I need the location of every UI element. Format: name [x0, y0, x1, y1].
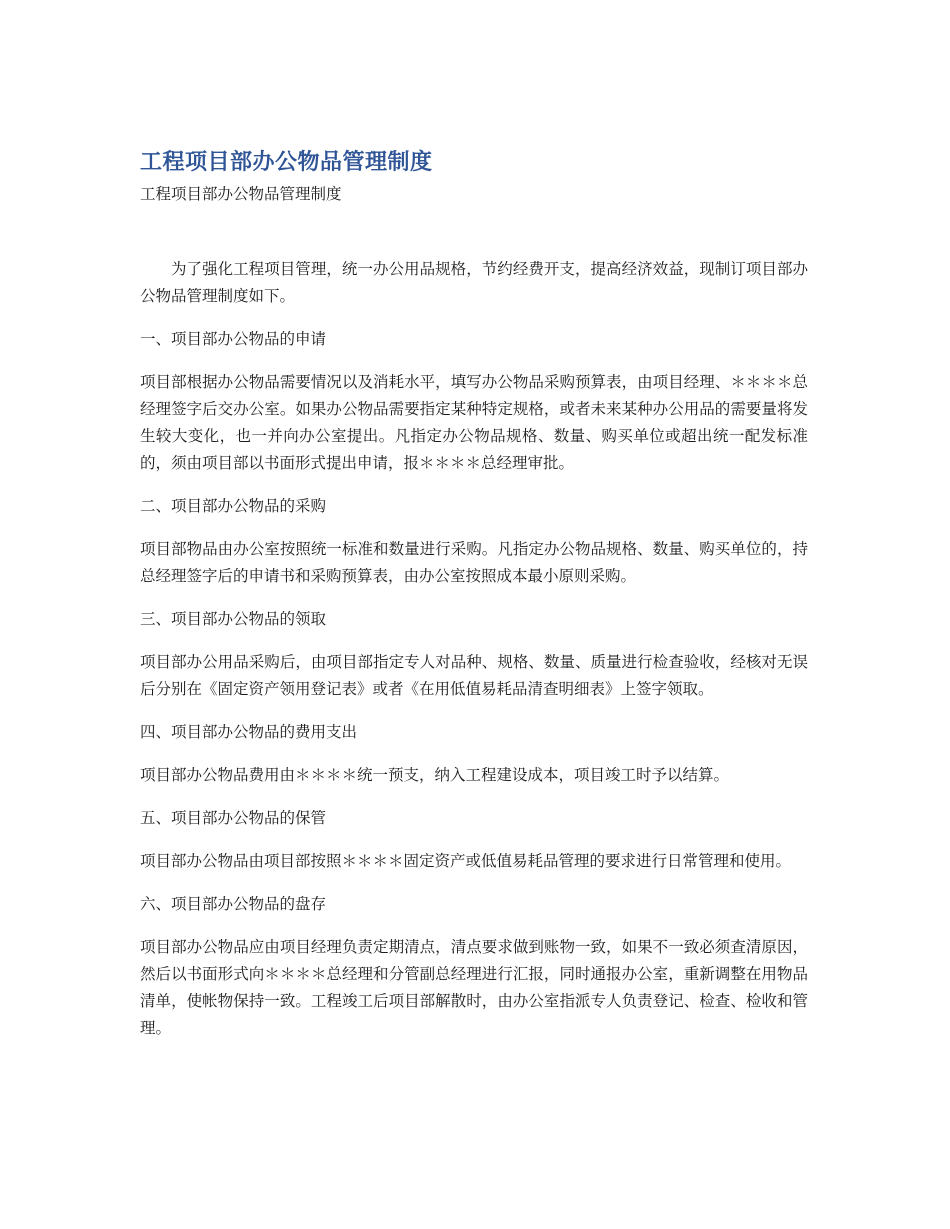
section-body-2: 项目部物品由办公室按照统一标准和数量进行采购。凡指定办公物品规格、数量、购买单位的，持总经理签字后的申请书和采购预算表，由办公室按照成本最小原则采购。	[140, 540, 808, 585]
section-body-5: 项目部办公物品由项目部按照＊＊＊＊固定资产或低值易耗品管理的要求进行日常管理和使用。	[140, 852, 792, 870]
intro-paragraph: 为了强化工程项目管理，统一办公用品规格，节约经费开支，提高经济效益，现制订项目部办公物品管理制度如下。	[140, 260, 808, 305]
document-title: 工程项目部办公物品管理制度	[140, 150, 433, 175]
section-body-6: 项目部办公物品应由项目经理负责定期清点，清点要求做到账物一致，如果不一致必须查清原因，然后以书面形式向＊＊＊＊总经理和分管副总经理进行汇报，同时通报办公室，重新调整在用物品清单，使帐物保持一致。工程竣工后项目部解散时，由办公室指派专人负责登记、检查、检收和管理。	[140, 938, 808, 1037]
section-body-1: 项目部根据办公物品需要情况以及消耗水平，填写办公物品采购预算表，由项目经理、＊＊＊＊总经理签字后交办公室。如果办公物品需要指定某种特定规格，或者未来某种办公用品的需要量将发生较大变化，也一并向办公室提出。凡指定办公物品规格、数量、购买单位或超出统一配发标准的，须由项目部以书面形式提出申请，报＊＊＊＊总经理审批。	[140, 373, 808, 472]
section-heading-1: 一、项目部办公物品的申请	[140, 330, 327, 348]
section-heading-5: 五、项目部办公物品的保管	[140, 809, 327, 827]
document-subtitle: 工程项目部办公物品管理制度	[140, 185, 342, 203]
section-heading-6: 六、项目部办公物品的盘存	[140, 895, 327, 913]
section-heading-4: 四、项目部办公物品的费用支出	[140, 723, 358, 741]
section-heading-2: 二、项目部办公物品的采购	[140, 497, 327, 515]
section-body-3: 项目部办公用品采购后，由项目部指定专人对品种、规格、数量、质量进行检查验收，经核对无误后分别在《固定资产领用登记表》或者《在用低值易耗品清查明细表》上签字领取。	[140, 653, 808, 698]
section-body-4: 项目部办公物品费用由＊＊＊＊统一预支，纳入工程建设成本，项目竣工时予以结算。	[140, 766, 730, 784]
section-heading-3: 三、项目部办公物品的领取	[140, 610, 327, 628]
document-page	[140, 146, 808, 1058]
